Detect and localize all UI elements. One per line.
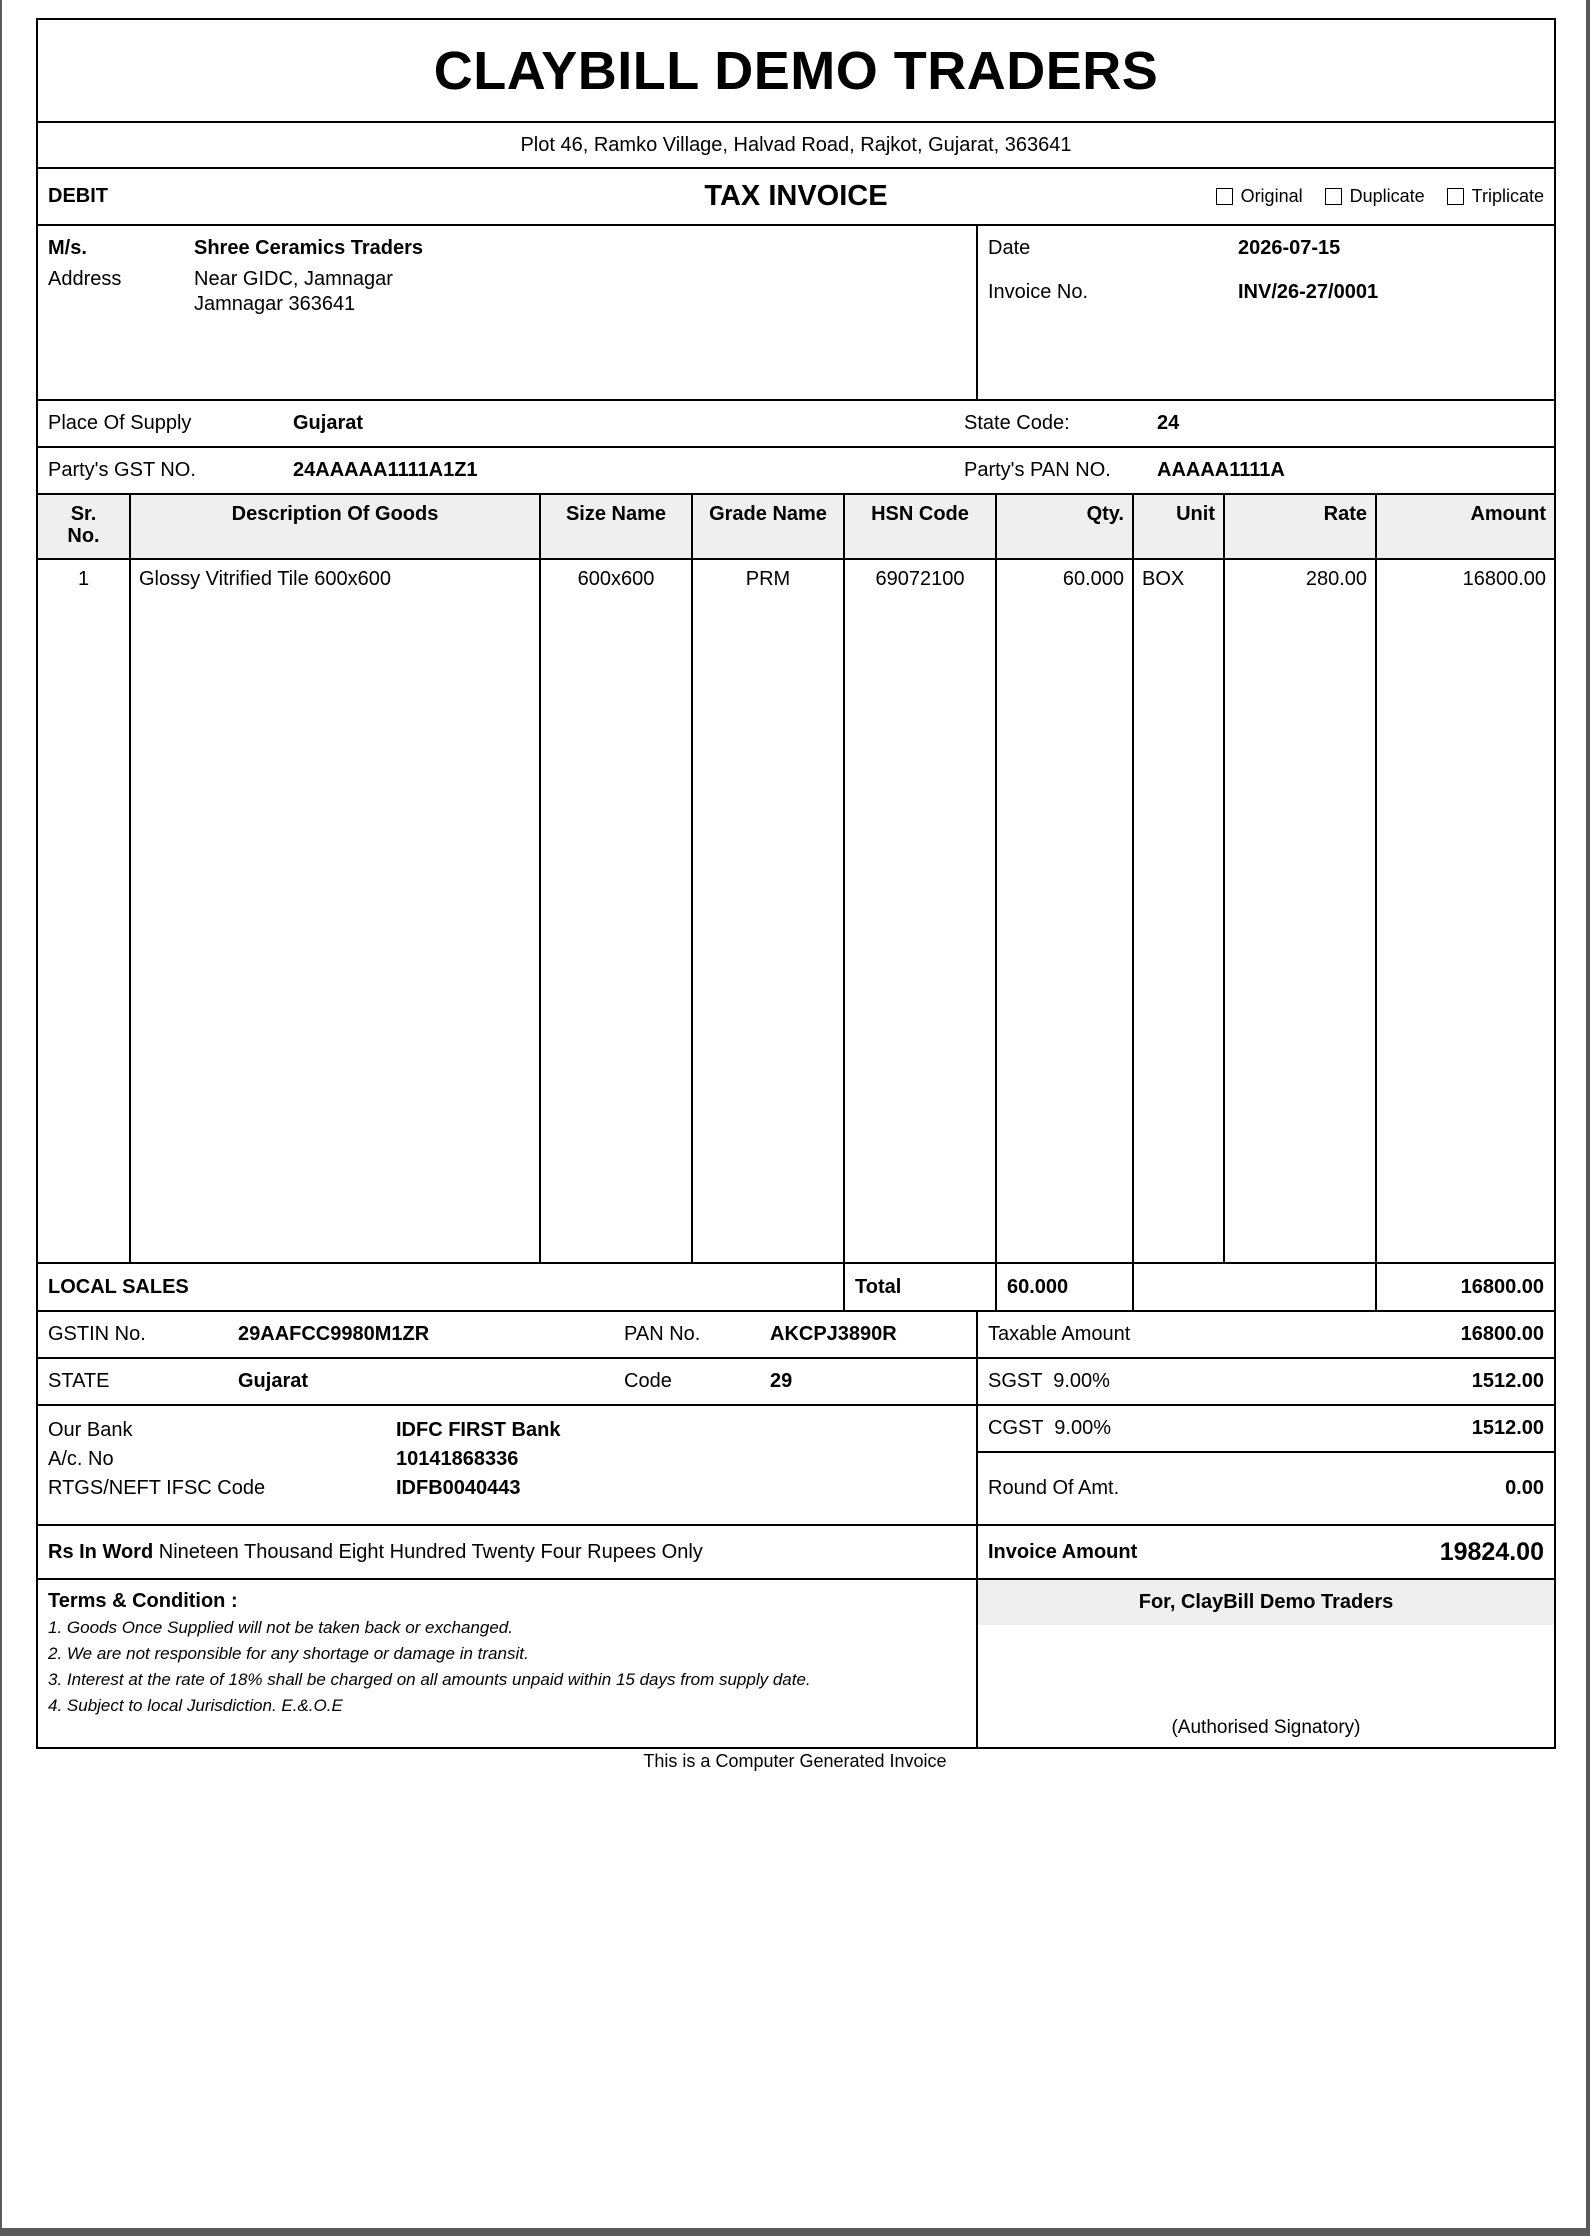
col-description: Description Of Goods: [131, 495, 541, 558]
account-label: A/c. No: [48, 1448, 114, 1470]
amount-in-words: [38, 1526, 978, 1578]
terms-block: [38, 1580, 978, 1747]
debit-label: DEBIT: [48, 185, 108, 207]
party-gst-label: Party's GST NO.: [48, 459, 196, 481]
seller-state-code: 29: [770, 1370, 793, 1392]
code-label: Code: [624, 1370, 672, 1392]
bank-details: [38, 1406, 976, 1510]
invoice-amount: 19824.00: [1439, 1537, 1544, 1566]
seller-pan-label: PAN No.: [624, 1323, 701, 1345]
duplicate-checkbox[interactable]: Duplicate: [1325, 186, 1425, 207]
total-amount: 16800.00: [1460, 1275, 1544, 1298]
total-row: [38, 1264, 1554, 1312]
col-amount: Amount: [1470, 503, 1546, 525]
party-pan-label: Party's PAN NO.: [964, 459, 1111, 481]
party-address-line1: Near GIDC, Jamnagar: [194, 268, 393, 290]
party-pan-number: AAAAA1111A: [1157, 459, 1285, 481]
bank-name: IDFC FIRST Bank: [396, 1419, 561, 1441]
summary-block: [38, 1312, 1554, 1526]
company-name: CLAYBILL DEMO TRADERS: [433, 40, 1159, 101]
party-gst-row: [38, 448, 1554, 495]
round-row: [978, 1453, 1554, 1524]
seller-state: Gujarat: [238, 1370, 309, 1392]
place-of-supply-label: Place Of Supply: [48, 412, 192, 434]
party-info: [38, 226, 978, 399]
items-header-row: [38, 495, 1554, 560]
round-amount: 0.00: [1505, 1477, 1544, 1499]
item-rate: 280.00: [1225, 560, 1377, 1262]
ms-label: M/s.: [48, 237, 87, 259]
sales-type: LOCAL SALES: [38, 1264, 845, 1310]
list-item: 2. We are not responsible for any shortage or damage in transit.: [48, 1644, 529, 1663]
item-amount: 16800.00: [1462, 568, 1546, 590]
original-checkbox[interactable]: Original: [1216, 186, 1303, 207]
sgst-amount: 1512.00: [1471, 1370, 1544, 1392]
account-number: 10141868336: [396, 1448, 519, 1470]
list-item: 1. Goods Once Supplied will not be taken back or exchanged.: [48, 1618, 513, 1637]
item-qty: 60.000: [997, 560, 1134, 1262]
state-code: 24: [1157, 412, 1180, 434]
col-unit: Unit: [1134, 495, 1225, 558]
checkbox-box-icon[interactable]: [1325, 188, 1342, 205]
place-of-supply-row: [38, 401, 1554, 448]
cgst-amount: 1512.00: [1471, 1417, 1544, 1439]
tax-summary: [978, 1312, 1554, 1524]
seller-details: [38, 1312, 978, 1524]
taxable-label: Taxable Amount: [988, 1323, 1131, 1345]
seller-pan: AKCPJ3890R: [770, 1323, 897, 1345]
amount-words-row: [38, 1526, 1554, 1580]
col-qty: Qty.: [997, 495, 1134, 558]
cgst-label: CGST 9.00%: [988, 1417, 1112, 1439]
state-code-label: State Code:: [964, 412, 1070, 434]
footer-note: This is a Computer Generated Invoice: [643, 1751, 947, 1771]
list-item: 4. Subject to local Jurisdiction. E.&.O.E: [48, 1696, 343, 1715]
address-label: Address: [48, 268, 122, 290]
ifsc-code: IDFB0040443: [396, 1477, 521, 1499]
party-details-row: [38, 226, 1554, 401]
party-address-line2: Jamnagar 363641: [194, 293, 356, 315]
item-grade: PRM: [693, 560, 845, 1262]
col-rate: Rate: [1225, 495, 1377, 558]
sgst-row: [978, 1359, 1554, 1406]
invoice-no-label: Invoice No.: [988, 281, 1089, 303]
table-row: [38, 560, 1554, 1264]
total-qty: 60.000: [997, 1264, 1134, 1310]
company-address: Plot 46, Ramko Village, Halvad Road, Rajkot, Gujarat, 363641: [520, 133, 1072, 156]
taxable-amount: 16800.00: [1460, 1323, 1544, 1345]
gstin-label: GSTIN No.: [48, 1323, 146, 1345]
invoice-type-title: TAX INVOICE: [704, 180, 888, 212]
invoice-date: 2026-07-15: [1238, 237, 1341, 259]
col-grade-name: Grade Name: [693, 495, 845, 558]
seller-gstin: 29AAFCC9980M1ZR: [238, 1323, 430, 1345]
ifsc-label: RTGS/NEFT IFSC Code: [48, 1477, 266, 1499]
terms-title: Terms & Condition :: [48, 1590, 238, 1612]
place-of-supply: Gujarat: [293, 412, 364, 434]
copy-checkboxes: [1216, 186, 1544, 207]
state-row: [38, 1359, 976, 1406]
bank-label: Our Bank: [48, 1419, 133, 1441]
invoice-number: INV/26-27/0001: [1238, 281, 1379, 303]
item-size: 600x600: [541, 560, 693, 1262]
invoice-amount-cell: [978, 1526, 1554, 1578]
col-sr: Sr. No.: [38, 495, 131, 558]
sgst-label: SGST 9.00%: [988, 1370, 1110, 1392]
words-value: Nineteen Thousand Eight Hundred Twenty Four Rupees Only: [158, 1540, 703, 1563]
item-sr: 1: [38, 560, 131, 1262]
gstin-row: [38, 1312, 976, 1359]
date-label: Date: [988, 237, 1031, 259]
signature-for: For, ClayBill Demo Traders: [978, 1580, 1554, 1625]
words-label: Rs In Word: [48, 1540, 154, 1563]
party-name: Shree Ceramics Traders: [194, 237, 424, 259]
cgst-row: [978, 1406, 1554, 1453]
col-hsn-code: HSN Code: [845, 495, 997, 558]
item-unit: BOX: [1134, 560, 1225, 1262]
state-label: STATE: [48, 1370, 110, 1392]
checkbox-box-icon[interactable]: [1216, 188, 1233, 205]
invoice-table: [36, 18, 1556, 1749]
invoice-header-row: [38, 169, 1554, 226]
party-gst-number: 24AAAAA1111A1Z1: [293, 459, 478, 481]
signature-block: [978, 1580, 1554, 1747]
company-address-row: [38, 123, 1554, 169]
invoice-meta: [978, 226, 1554, 399]
invoice-page: [2, 0, 1586, 2228]
item-description: Glossy Vitrified Tile 600x600: [131, 560, 541, 1262]
company-title-row: [38, 20, 1554, 123]
terms-signature-row: [38, 1580, 1554, 1747]
authorised-signatory: (Authorised Signatory): [1171, 1717, 1361, 1738]
triplicate-checkbox[interactable]: Triplicate: [1447, 186, 1544, 207]
invoice-amount-label: Invoice Amount: [988, 1540, 1138, 1563]
taxable-row: [978, 1312, 1554, 1359]
item-hsn: 69072100: [845, 560, 997, 1262]
total-blank: [1134, 1264, 1377, 1310]
list-item: 3. Interest at the rate of 18% shall be charged on all amounts unpaid within 15 days from supply date.: [48, 1670, 811, 1689]
checkbox-box-icon[interactable]: [1447, 188, 1464, 205]
col-size-name: Size Name: [541, 495, 693, 558]
round-label: Round Of Amt.: [988, 1477, 1120, 1499]
total-label: Total: [845, 1264, 997, 1310]
